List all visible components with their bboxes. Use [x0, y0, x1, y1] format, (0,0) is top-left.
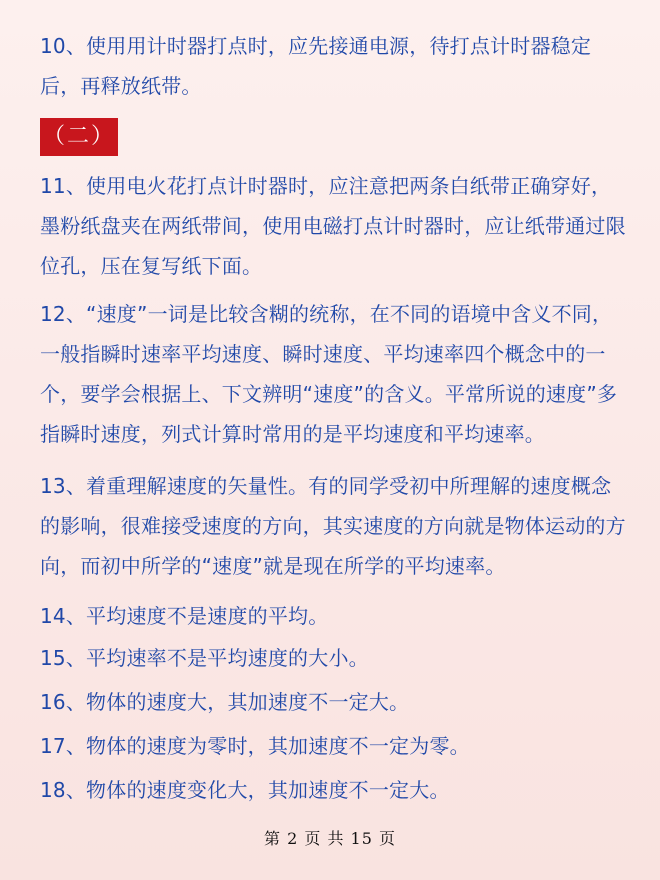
- paragraph-item-18: 18、物体的速度变化大，其加速度不一定大。: [40, 778, 450, 802]
- paragraph-item-11: 11、使用电火花打点计时器时，应注意把两条白纸带正确穿好，墨粉纸盘夹在两纸带间，使用电磁打点计时器时，应让纸带通过限位孔，压在复写纸下面。: [40, 174, 626, 278]
- section-badge: （二）: [40, 118, 118, 156]
- paragraph-item-16: 16、物体的速度大，其加速度不一定大。: [40, 690, 410, 714]
- paragraph-item-15: 15、平均速率不是平均速度的大小。: [40, 646, 369, 670]
- paragraph-item-14: 14、平均速度不是速度的平均。: [40, 604, 329, 628]
- paragraph-item-12: 12、“速度”一词是比较含糊的统称，在不同的语境中含义不同，一般指瞬时速率平均速度、瞬时速度、平均速率四个概念中的一个，要学会根据上、下文辨明“速度”的含义。平常所说的速度”多指瞬时速度，列式计算时常用的是平均速度和平均速率。: [40, 302, 618, 446]
- paragraph-item-17: 17、物体的速度为零时，其加速度不一定为零。: [40, 734, 470, 758]
- paragraph-item-10: 10、使用用计时器打点时，应先接通电源，待打点计时器稳定后，再释放纸带。: [40, 34, 592, 98]
- page-number-footer: 第 2 页 共 15 页: [264, 829, 396, 848]
- paragraph-item-13: 13、着重理解速度的矢量性。有的同学受初中所理解的速度概念的影响，很难接受速度的方向，其实速度的方向就是物体运动的方向，而初中所学的“速度”就是现在所学的平均速率。: [40, 474, 626, 578]
